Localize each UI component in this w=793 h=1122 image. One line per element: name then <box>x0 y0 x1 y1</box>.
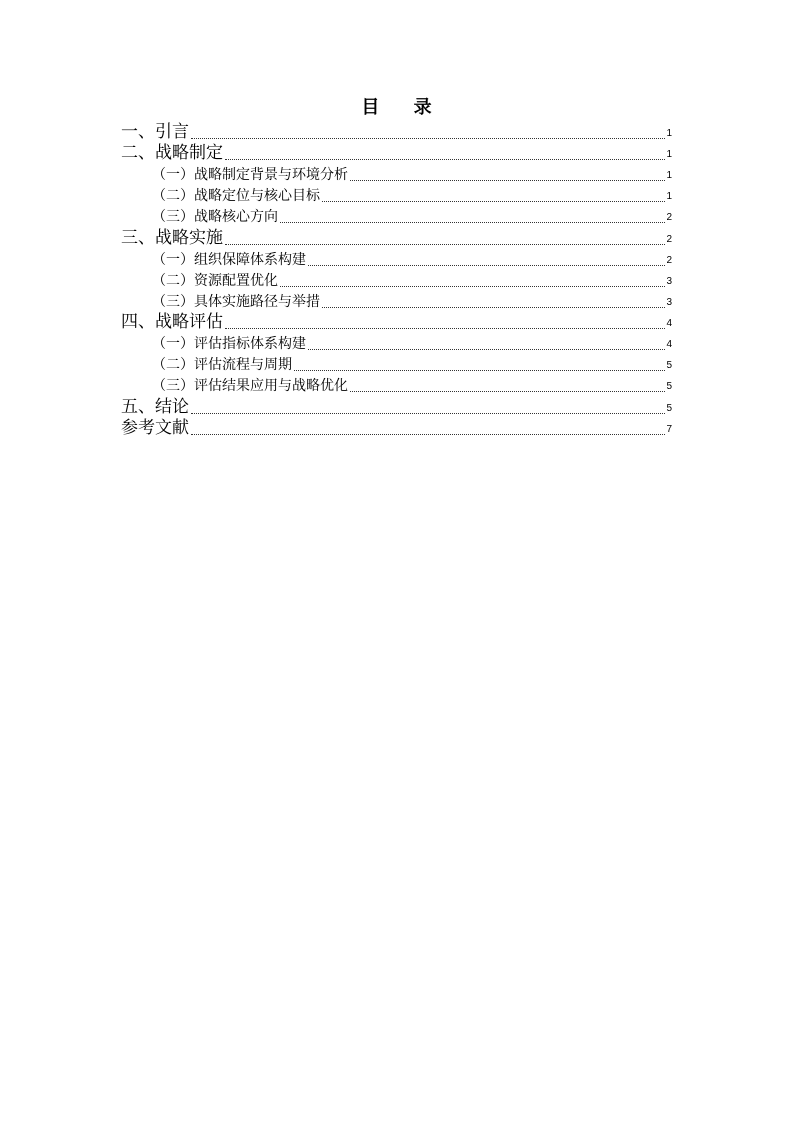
toc-dot-leader <box>225 159 665 160</box>
toc-page-number: 5 <box>666 360 672 371</box>
toc-dot-leader <box>308 349 665 350</box>
toc-entry-introduction[interactable] <box>121 121 672 143</box>
toc-entry-text: 二、战略制定 <box>121 143 223 163</box>
toc-page-number: 2 <box>666 233 672 245</box>
toc-page-number: 4 <box>666 339 672 350</box>
toc-entry-organization-support[interactable] <box>121 249 672 270</box>
toc-entry-text: 四、战略评估 <box>121 312 223 332</box>
toc-dot-leader <box>350 391 665 392</box>
toc-dot-leader <box>280 222 665 223</box>
toc-entry-conclusion[interactable] <box>121 396 672 418</box>
toc-entry-strategy-evaluation[interactable] <box>121 312 672 334</box>
toc-dot-leader <box>350 180 665 181</box>
toc-entry-text: （三）战略核心方向 <box>152 209 278 225</box>
toc-dot-leader <box>191 434 665 435</box>
toc-page-number: 2 <box>666 254 672 266</box>
toc-dot-leader <box>225 328 665 329</box>
toc-dot-leader <box>191 138 665 139</box>
toc-entry-references[interactable] <box>121 418 672 440</box>
toc-entry-resource-allocation[interactable] <box>121 270 672 291</box>
toc-entry-text: （一）组织保障体系构建 <box>152 251 306 268</box>
toc-entry-text: （三）具体实施路径与举措 <box>152 293 320 310</box>
toc-entry-text: （三）评估结果应用与战略优化 <box>152 378 348 394</box>
toc-dot-leader <box>191 413 665 414</box>
toc-entry-results-application[interactable] <box>121 375 672 396</box>
toc-page-number: 2 <box>666 212 672 223</box>
toc-page-number: 4 <box>666 318 672 329</box>
toc-dot-leader <box>294 370 665 371</box>
toc-dot-leader <box>308 265 665 266</box>
toc-entry-evaluation-process[interactable] <box>121 354 672 375</box>
toc-entry-text: （二）战略定位与核心目标 <box>152 188 320 204</box>
toc-dot-leader <box>322 201 665 202</box>
toc-page-number: 7 <box>666 424 672 435</box>
toc-page-number: 1 <box>666 127 672 139</box>
toc-page-number: 1 <box>666 149 672 160</box>
toc-entry-implementation-path[interactable] <box>121 291 672 312</box>
table-of-contents <box>121 121 672 439</box>
toc-dot-leader <box>322 307 665 308</box>
toc-entry-text: （一）评估指标体系构建 <box>152 336 306 352</box>
toc-entry-text: 五、结论 <box>121 396 189 417</box>
toc-entry-indicator-system[interactable] <box>121 333 672 354</box>
toc-page-number: 1 <box>666 170 672 181</box>
toc-entry-strategy-implementation[interactable] <box>121 227 672 249</box>
toc-entry-text: 一、引言 <box>121 121 189 142</box>
toc-entry-text: （二）评估流程与周期 <box>152 357 292 373</box>
toc-entry-core-direction[interactable] <box>121 206 672 227</box>
toc-entry-text: （一）战略制定背景与环境分析 <box>152 167 348 183</box>
toc-page-number: 5 <box>666 402 672 414</box>
toc-entry-text: 参考文献 <box>121 418 189 438</box>
toc-page-number: 3 <box>666 296 672 308</box>
toc-entry-strategy-formulation[interactable] <box>121 143 672 165</box>
toc-page-number: 1 <box>666 191 672 202</box>
toc-dot-leader <box>280 286 665 287</box>
toc-page-number: 5 <box>666 381 672 392</box>
toc-entry-text: （二）资源配置优化 <box>152 272 278 289</box>
toc-entry-background-analysis[interactable] <box>121 164 672 185</box>
toc-entry-text: 三、战略实施 <box>121 227 223 248</box>
toc-title: 目 录 <box>361 97 446 118</box>
toc-dot-leader <box>225 244 665 245</box>
toc-entry-positioning-goals[interactable] <box>121 185 672 206</box>
toc-page-number: 3 <box>666 275 672 287</box>
